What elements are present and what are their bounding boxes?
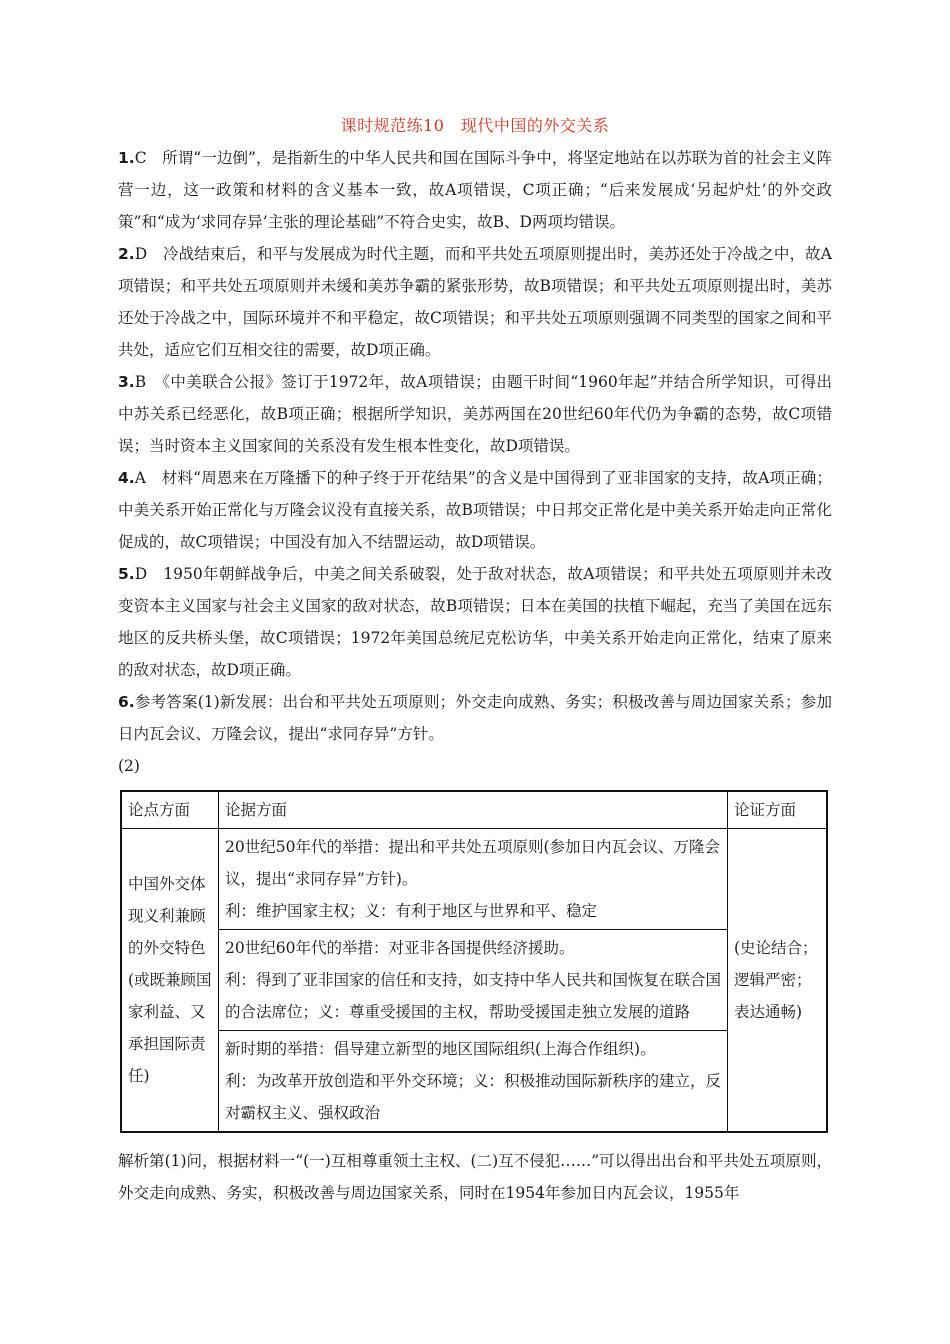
answer-item-5 — [118, 558, 832, 686]
item-text: D 冷战结束后，和平与发展成为时代主题，而和平共处五项原则提出时，美苏还处于冷战之中，故A项错误；和平共处五项原则并未缓和美苏争霸的紧张形势，故B项错误；和平共处五项原则提出时，美苏还处于冷战之中，国际环境并不和平稳定，故C项错误；和平共处五项原则强调不同类型的国家之间和平共处，适应它们互相交往的需要，故D项正确。 — [118, 245, 832, 359]
item-text: D 1950年朝鲜战争后，中美之间关系破裂，处于敌对状态，故A项错误；和平共处五项原则并未改变资本主义国家与社会主义国家的敌对状态，故B项错误；日本在美国的扶植下崛起，充当了美国在远东地区的反共桥头堡，故C项错误；1972年美国总统尼克松访华，中美关系开始走向正常化，结束了原来的敌对状态，故D项正确。 — [118, 565, 832, 679]
evidence-measure: 20世纪60年代的举措：对亚非各国提供经济援助。 — [225, 939, 575, 957]
table-row — [121, 930, 827, 1031]
item-number: 4. — [118, 469, 135, 487]
page-title: 课时规范练10 现代中国的外交关系 — [340, 116, 610, 135]
evidence-benefit: 利：维护国家主权；义：有利于地区与世界和平、稳定 — [225, 902, 598, 920]
thesis-cell: 中国外交体现义利兼顾的外交特色(或既兼顾国家利益、又承担国际责任) — [121, 829, 219, 1133]
item-text: A 材料“周恩来在万隆播下的种子终于开花结果”的含义是中国得到了亚非国家的支持，故A项正确；中美关系开始正常化与万隆会议没有直接关系，故B项错误；中日邦交正常化是中美关系开始走向正常化促成的，故C项错误；中国没有加入不结盟运动，故D项错误。 — [118, 469, 832, 551]
header-argument: 论证方面 — [728, 791, 828, 829]
item-text: B 《中美联合公报》签订于1972年，故A项错误；由题干时间“1960年起”并结合所学知识，可得出中苏关系已经恶化，故B项正确；根据所学知识，美苏两国在20世纪60年代仍为争霸的态势，故C项错误；当时资本主义国家间的关系没有发生根本性变化，故D项错误。 — [118, 373, 832, 455]
item-number: 6. — [118, 693, 135, 711]
table-row — [121, 1031, 827, 1133]
evidence-cell-1950s — [219, 829, 728, 930]
answer-content — [118, 142, 832, 1209]
table-row — [121, 829, 827, 930]
analysis-text: 解析第(1)问，根据材料一“(一)互相尊重领土主权、(二)互不侵犯……”可以得出出台和平共处五项原则，外交走向成熟、务实，积极改善与周边国家关系，同时在1954年参加日内瓦会议，1955年 — [118, 1152, 832, 1202]
item-number: 5. — [118, 565, 135, 583]
argument-cell: (史论结合；逻辑严密；表达通畅) — [728, 829, 828, 1133]
answer-item-3 — [118, 366, 832, 462]
item-number: 3. — [118, 373, 135, 391]
evidence-cell-1960s — [219, 930, 728, 1031]
answer-item-4 — [118, 462, 832, 558]
table-header-row — [121, 791, 827, 829]
evidence-measure: 新时期的举措：倡导建立新型的地区国际组织(上海合作组织)。 — [225, 1040, 656, 1058]
evidence-measure: 20世纪50年代的举措：提出和平共处五项原则(参加日内瓦会议、万隆会议，提出“求同存异”方针)。 — [225, 838, 720, 888]
item-number: 1. — [118, 149, 135, 167]
answer-item-2 — [118, 238, 832, 366]
answer-table — [120, 790, 828, 1133]
item-text: C 所谓“一边倒”，是指新生的中华人民共和国在国际斗争中，将坚定地站在以苏联为首的社会主义阵营一边，这一政策和材料的含义基本一致，故A项错误，C项正确；“后来发展成‘另起炉灶’的外交政策”和“成为‘求同存异’主张的理论基础”不符合史实，故B、D两项均错误。 — [118, 149, 832, 231]
item-number: 2. — [118, 245, 135, 263]
answer-item-1 — [118, 142, 832, 238]
answer-item-6 — [118, 686, 832, 750]
header-evidence: 论据方面 — [219, 791, 728, 829]
evidence-benefit: 利：为改革开放创造和平外交环境；义：积极推动国际新秩序的建立，反对霸权主义、强权政治 — [225, 1072, 722, 1122]
part-2-label: (2) — [118, 757, 140, 775]
evidence-cell-new-era — [219, 1031, 728, 1133]
item-text: 参考答案(1)新发展：出台和平共处五项原则；外交走向成熟、务实；积极改善与周边国家关系；参加日内瓦会议、万隆会议，提出“求同存异”方针。 — [118, 693, 832, 743]
evidence-benefit: 利：得到了亚非国家的信任和支持，如支持中华人民共和国恢复在联合国的合法席位；义：尊重受援国的主权，帮助受援国走独立发展的道路 — [225, 971, 722, 1021]
header-thesis: 论点方面 — [121, 791, 219, 829]
